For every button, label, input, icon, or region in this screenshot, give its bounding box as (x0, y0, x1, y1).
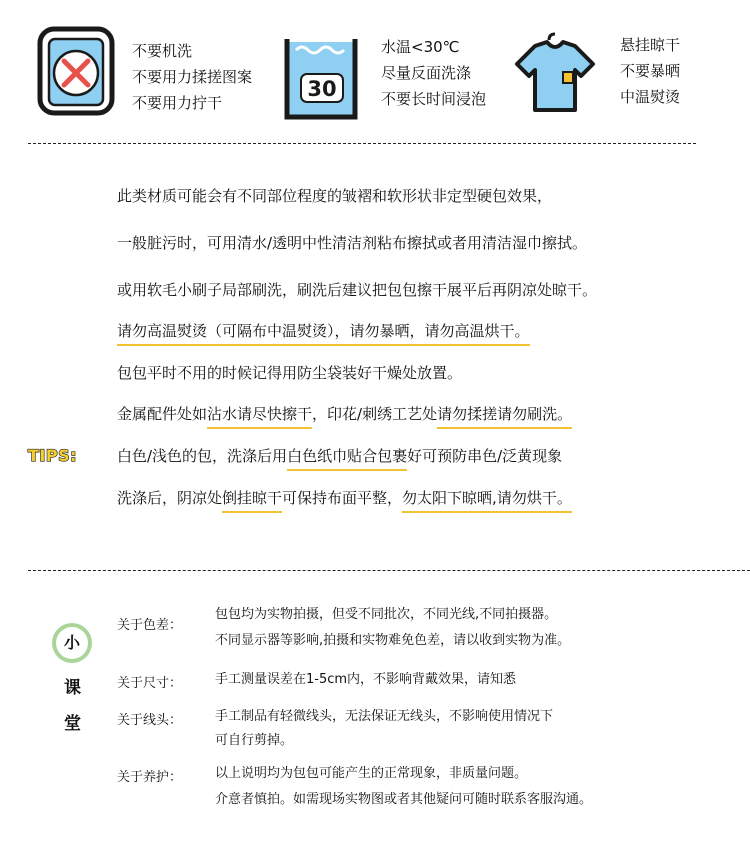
paragraph (117, 404, 572, 429)
paragraph-highlight (117, 321, 530, 346)
water-temperature-icon (284, 36, 358, 120)
note-label-care: 关于养护： (117, 770, 183, 785)
paragraph: 或用软毛小刷子局部刷洗，刷洗后建议把包包擦干展平后再阴凉处晾干。 (117, 281, 598, 299)
note-text: 不同显示器等影响,拍摄和实物难免色差，请以收到实物为准。 (215, 633, 571, 648)
tips-label: TIPS: (28, 446, 78, 465)
text: 白色/浅色的包，洗涤后用 (117, 447, 288, 465)
note-text: 以上说明均为包包可能产生的正常现象，非质量问题。 (215, 766, 528, 781)
note-text: 包包均为实物拍摄，但受不同批次，不同光线,不同拍摄器。 (215, 607, 558, 622)
paragraph (117, 488, 572, 513)
text: 金属配件处如 (117, 405, 208, 423)
care-group-3 (620, 32, 680, 110)
highlighted-text: 勿太阳下晾晒,请勿烘干。 (402, 488, 572, 513)
care-text: 不要暴晒 (620, 62, 681, 80)
hang-dry-shirt-icon (513, 30, 597, 114)
care-text: 悬挂晾干 (620, 36, 681, 54)
no-machine-wash-icon (37, 26, 115, 116)
note-text: 手工制品有轻微线头，无法保证无线头，不影响使用情况下 (215, 709, 554, 724)
care-text: 中温熨烫 (620, 88, 681, 106)
highlighted-text: 白色纸巾贴合包裹 (287, 446, 407, 471)
care-text: 不要长时间浸泡 (381, 90, 487, 108)
care-text: 不要机洗 (132, 42, 193, 60)
paragraph: 一般脏污时，可用清水/透明中性清洁剂粘布擦拭或者用清洁湿巾擦拭。 (117, 234, 588, 252)
paragraph: 此类材质可能会有不同部位程度的皱褶和软形状非定型硬包效果， (117, 187, 553, 205)
care-group-1 (132, 38, 252, 116)
divider (28, 143, 696, 144)
note-text: 可自行剪掉。 (215, 733, 294, 748)
ketang-char: 小 (56, 627, 88, 659)
highlighted-text: 倒挂晾干 (222, 488, 282, 513)
text: ，印花/刺绣工艺处 (312, 405, 438, 423)
note-label-size: 关于尺寸： (117, 676, 183, 691)
text: 洗涤后，阴凉处 (117, 489, 223, 507)
ketang-char: 堂 (64, 714, 81, 734)
text: 好可预防串色/泛黄现象 (407, 447, 563, 465)
paragraph: 包包平时不用的时候记得用防尘袋装好干燥处放置。 (117, 364, 463, 382)
divider (28, 570, 750, 571)
ketang-badge (52, 623, 92, 663)
care-text: 水温<30℃ (381, 38, 460, 56)
highlighted-text: 请勿揉搓请勿刷洗。 (437, 404, 572, 429)
water-temp-value: 30 (307, 77, 337, 101)
text: 可保持布面平整， (282, 489, 403, 507)
care-text: 尽量反面洗涤 (381, 64, 472, 82)
ketang-char: 课 (64, 678, 81, 698)
highlighted-text: 请勿高温熨烫（可隔布中温熨烫），请勿暴晒，请勿高温烘干。 (117, 321, 530, 346)
care-text: 不要用力揉搓图案 (132, 68, 253, 86)
note-label-thread: 关于线头： (117, 713, 183, 728)
note-text: 手工测量误差在1-5cm内，不影响背戴效果，请知悉 (215, 672, 517, 687)
care-text: 不要用力拧干 (132, 94, 223, 112)
paragraph (117, 446, 562, 471)
care-group-2 (381, 34, 486, 112)
highlighted-text: 沾水请尽快擦干 (207, 404, 312, 429)
note-text: 介意者慎拍。如需现场实物图或者其他疑问可随时联系客服沟通。 (215, 792, 593, 807)
note-label-color: 关于色差： (117, 618, 183, 633)
